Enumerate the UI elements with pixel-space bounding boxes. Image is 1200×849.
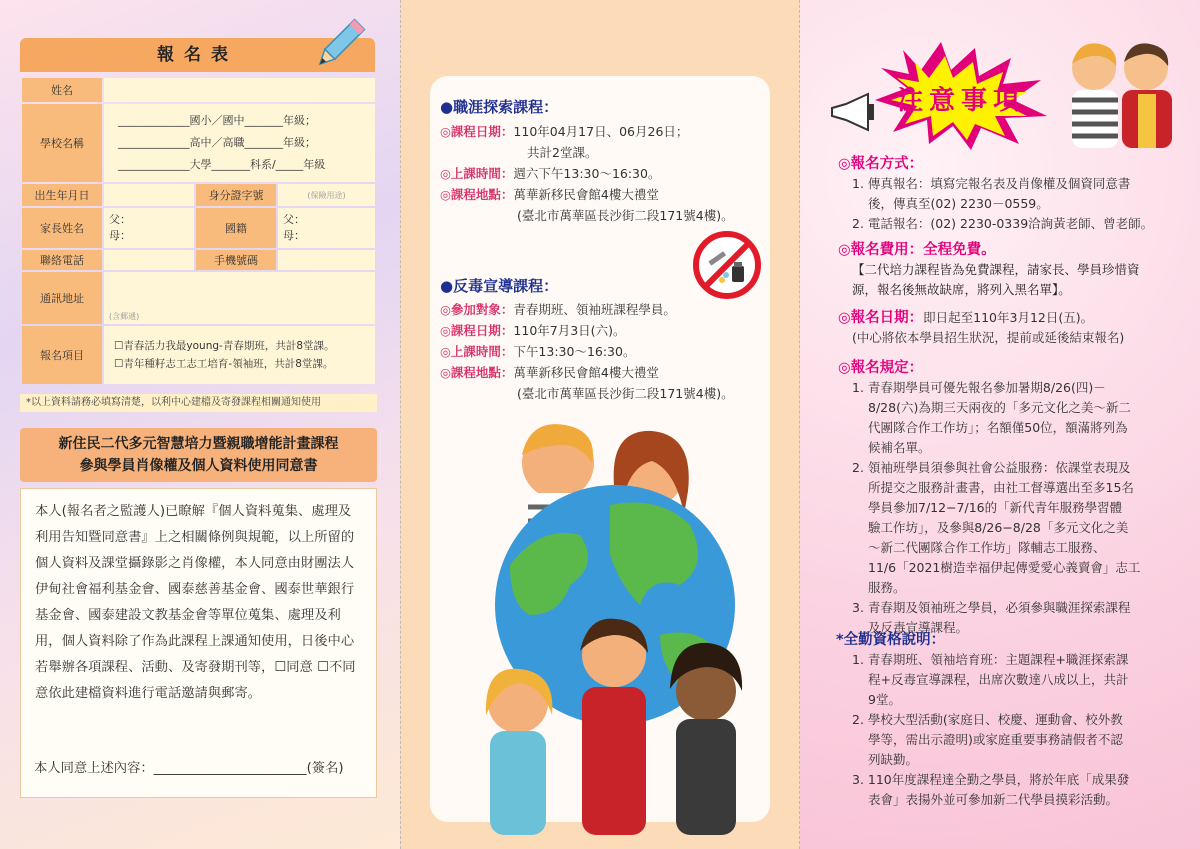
date-heading-key: ◎報名日期： <box>838 310 924 326</box>
rule-1-line: 1. 青春期學員可優先報名參加暑期8/26(四)－ <box>852 380 1106 395</box>
rule-2-line: 11/6「2021樹造幸福伊起傳愛愛心義賣會」志工 <box>868 560 1141 575</box>
date-note: (中心將依本學員招生狀況，提前或延後結束報名) <box>852 330 1125 345</box>
consent-title-line2: 參與學員肖像權及個人資料使用同意書 <box>79 458 318 474</box>
signup-method-text <box>852 174 1153 234</box>
name-field[interactable] <box>104 78 375 102</box>
consent-body: 本人(報名者之監護人)已瞭解『個人資料蒐集、處理及利用告知暨同意書』上之相關條例與規範，以上所留的個人資料及課堂攝錄影之肖像權，本人同意由財團法人伊甸社會福利基金會、國泰慈善基金會、國泰世華銀行基金會、國泰建設文教基金會等單位蒐集、處理及利用，個人資料除了作為此課程上課通知使用，日後中心若舉辦各項課程、活動、及寄發期刊等，☐同意 ☐不同意依此建檔資料進行電話邀請與郵寄。 <box>20 488 377 798</box>
career-date-total: 共計2堂課。 <box>527 145 598 160</box>
megaphone-icon <box>828 92 878 132</box>
signup-phone: 2. 電話報名：(02) 2230-0339洽詢黃老師、曾老師。 <box>852 216 1154 231</box>
items-field <box>104 326 375 384</box>
parent-field[interactable] <box>104 208 194 248</box>
career-time-key: ◎上課時間： <box>440 166 514 181</box>
attendance-2-line: 列缺勤。 <box>868 752 919 767</box>
parent-label: 家長姓名 <box>22 208 102 248</box>
phone-label: 聯絡電話 <box>22 250 102 270</box>
two-kids-illustration <box>1060 38 1180 148</box>
drug-date-key: ◎課程日期： <box>440 323 514 338</box>
address-field[interactable] <box>104 272 375 324</box>
father-label: 父： <box>109 213 131 226</box>
school-line-2: _____________高中／高職_______年級； <box>118 136 316 149</box>
fee-heading: ◎報名費用：全程免費。 <box>838 242 996 258</box>
attendance-3-line: 表會」表揚外並可參加新二代學員摸彩活動。 <box>868 792 1119 807</box>
rule-3-line: 及反毒宣導課程。 <box>868 620 969 635</box>
zip-hint: (含郵遞) <box>109 312 140 321</box>
notice-title: 注意事項 <box>897 86 1026 116</box>
nation-field[interactable] <box>278 208 375 248</box>
consent-title <box>20 428 377 482</box>
form-note: *以上資料請務必填寫清楚，以利中心建檔及寄發課程相關通知使用 <box>20 394 377 412</box>
mobile-label: 手機號碼 <box>196 250 276 270</box>
attendance-3-line: 3. 110年度課程達全勤之學員，將於年底「成果發 <box>852 772 1130 787</box>
school-line-1: _____________國小／國中_______年級； <box>118 114 316 127</box>
attendance-1-line: 程+反毒宣導課程，出席次數達八成以上，共計 <box>868 672 1129 687</box>
career-heading: ●職涯探索課程： <box>440 98 559 116</box>
fee-text <box>852 260 1140 300</box>
pencil-icon <box>308 14 370 76</box>
career-place-key: ◎課程地點： <box>440 187 514 202</box>
fee-text-line2: 源，報名後無故缺席，將列入黑名單】。 <box>852 282 1071 297</box>
fee-text-line1: 【二代培力課程皆為免費課程，請家長、學員珍惜資 <box>852 262 1140 277</box>
rule-3-line: 3. 青春期及領袖班之學員，必須參與職涯探索課程 <box>852 600 1131 615</box>
career-place <box>440 185 659 203</box>
id-label: 身分證字號 <box>196 184 276 206</box>
drug-place <box>440 363 659 381</box>
rule-1-line: 代團隊合作工作坊」；名額僅50位，額滿將列為 <box>868 420 1128 435</box>
drug-date <box>440 321 625 339</box>
career-place-value: 萬華新移民會館4樓大禮堂 <box>513 187 659 202</box>
drug-place-value: 萬華新移民會館4樓大禮堂 <box>513 365 659 380</box>
date-heading-value: 即日起至110年3月12日(五)。 <box>923 310 1094 325</box>
items-label: 報名項目 <box>22 326 102 384</box>
birth-field[interactable] <box>104 184 194 206</box>
attendance-3 <box>852 770 1182 810</box>
school-label: 學校名稱 <box>22 104 102 182</box>
school-line-3: _____________大學_______科系/_____年級 <box>118 158 326 171</box>
attendance-2 <box>852 710 1182 770</box>
drug-place-key: ◎課程地點： <box>440 365 514 380</box>
rule-1-line: 8/28(六)為期三天兩夜的「多元文化之美～新二 <box>868 400 1131 415</box>
career-date <box>440 122 688 140</box>
drug-address: (臺北市萬華區長沙街二段171號4樓)。 <box>517 386 734 401</box>
date-heading <box>838 306 1093 327</box>
address-label: 通訊地址 <box>22 272 102 324</box>
rule-1-line: 候補名單。 <box>868 440 931 455</box>
registration-form <box>20 76 377 386</box>
mother-nation-label: 母： <box>283 229 305 242</box>
drug-date-value: 110年7月3日(六)。 <box>513 323 626 338</box>
career-date-key: ◎課程日期： <box>440 124 514 139</box>
drug-time <box>440 342 635 360</box>
attendance-1-line: 1. 青春期班、領袖培育班：主題課程+職涯探索課 <box>852 652 1129 667</box>
attendance-1 <box>852 650 1182 710</box>
consent-signature: 本人同意上述內容：_______________________(簽名) <box>34 761 344 776</box>
nation-label: 國籍 <box>196 208 276 248</box>
rule-1 <box>852 378 1182 458</box>
drug-target <box>440 300 676 318</box>
phone-field[interactable] <box>104 250 194 270</box>
drug-time-key: ◎上課時間： <box>440 344 514 359</box>
career-time-value: 週六下午13:30～16:30。 <box>513 166 661 181</box>
birth-label: 出生年月日 <box>22 184 102 206</box>
attendance-1-line: 9堂。 <box>868 692 901 707</box>
id-hint: (保險用途) <box>307 190 346 200</box>
rules-list <box>852 378 1182 638</box>
rules-heading: ◎報名規定： <box>838 360 924 376</box>
form-title: 報名表 <box>20 38 375 72</box>
career-time <box>440 164 660 182</box>
career-date-value: 110年04月17日、06月26日； <box>513 124 689 139</box>
item-youth-checkbox[interactable]: ☐青春活力我最young-青春期班，共計8堂課。 <box>114 340 335 352</box>
mobile-field[interactable] <box>278 250 375 270</box>
rule-2-line: 2. 領袖班學員須參與社會公益服務：依課堂表現及 <box>852 460 1131 475</box>
rule-2-line: 所提交之服務計畫書，由社工督導選出至多15名 <box>868 480 1134 495</box>
signup-fax: 1. 傳真報名：填寫完報名表及肖像權及個資同意書 <box>852 176 1131 191</box>
rule-2-line: 學員參加7/12−7/16的「新代青年服務學習體 <box>868 500 1123 515</box>
id-field[interactable] <box>278 184 375 206</box>
rule-2-line: ～新二代團隊合作工作坊」隊輔志工服務、 <box>868 540 1106 555</box>
signup-method-heading: ◎報名方式： <box>838 156 924 172</box>
consent-title-line1: 新住民二代多元智慧培力暨親職增能計畫課程 <box>58 436 339 452</box>
attendance-2-line: 2. 學校大型活動(家庭日、校慶、運動會、校外教 <box>852 712 1123 727</box>
drug-heading: ●反毒宣導課程： <box>440 277 559 295</box>
rule-2 <box>852 458 1182 598</box>
signup-fax-number: 後，傳真至(02) 2230－0559。 <box>868 196 1049 211</box>
globe-kids-illustration <box>470 415 760 835</box>
drug-target-key: ◎參加對象： <box>440 302 514 317</box>
rule-2-line: 驗工作坊」，及參與8/26−8/28「多元文化之美 <box>868 520 1129 535</box>
item-leader-checkbox[interactable]: ☐青年種籽志工志工培育-領袖班，共計8堂課。 <box>114 358 334 370</box>
mother-label: 母： <box>109 229 131 242</box>
career-address: (臺北市萬華區長沙街二段171號4樓)。 <box>517 208 734 223</box>
drug-time-value: 下午13:30～16:30。 <box>513 344 636 359</box>
drug-target-value: 青春期班、領袖班課程學員。 <box>513 302 676 317</box>
rule-2-line: 服務。 <box>868 580 906 595</box>
name-label: 姓名 <box>22 78 102 102</box>
attendance-list <box>852 650 1182 810</box>
no-drug-icon <box>692 230 762 300</box>
attendance-2-line: 學等，需出示證明)或家庭重要事務請假者不認 <box>868 732 1123 747</box>
attendance-heading: *全勤資格說明： <box>836 632 946 648</box>
father-nation-label: 父： <box>283 213 305 226</box>
school-field[interactable] <box>104 104 375 182</box>
